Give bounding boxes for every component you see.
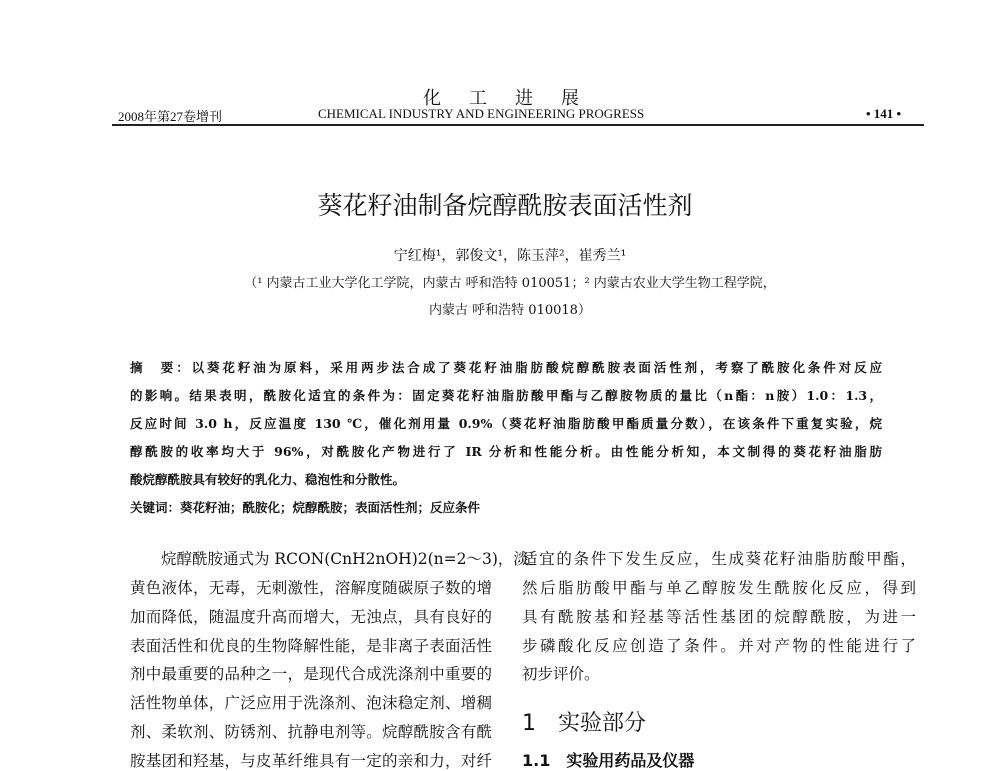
abstract-label: 摘 要： — [130, 360, 192, 375]
header-rule — [112, 124, 924, 126]
section-heading: 1 实验部分 — [522, 711, 646, 736]
paper-title: 葵花籽油制备烷醇酰胺表面活性剂 — [317, 191, 693, 220]
body-line: 烷醇酰胺通式为 RCON(CnH2nOH)2(n=2～3)，淡 — [130, 550, 529, 568]
abstract-line: 醇酰胺的收率均大于 96%，对酰胺化产物进行了 IR 分析和性能分析。由性能分析知，本文制得的葵花籽油脂肪 — [130, 444, 882, 459]
affiliation-line: （¹ 内蒙古工业大学化工学院，内蒙古 呼和浩特 010051；² 内蒙古农业大学生物工程学院， — [244, 276, 776, 291]
body-line: 步磷酸化反应创造了条件。并对产物的性能进行了 — [522, 637, 916, 655]
body-line: 活性物单体，广泛应用于洗涤剂、泡沫稳定剂、增稠 — [130, 694, 492, 712]
keywords-label: 关键词： — [130, 500, 181, 515]
keywords-text: 葵花籽油；酰胺化；烷醇酰胺；表面活性剂；反应条件 — [180, 500, 481, 515]
abstract-text: 以葵花籽油为原料，采用两步法合成了葵花籽油脂肪酸烷醇酰胺表面活性剂，考察了酰胺化条件对反应 — [191, 360, 882, 375]
page-number: • 141 • — [866, 106, 902, 121]
body-line: 初步评价。 — [522, 665, 600, 683]
journal-title-cn: 化工进展 — [423, 88, 607, 109]
body-line: 然后脂肪酸甲酯与单乙醇胺发生酰胺化反应，得到 — [522, 579, 916, 597]
body-line: 剂中最重要的品种之一，是现代合成洗涤剂中重要的 — [130, 665, 492, 683]
body-line: 加而降低，随温度升高而增大，无浊点，具有良好的 — [130, 608, 492, 626]
abstract-line: 反应时间 3.0 h，反应温度 130 ℃，催化剂用量 0.9%（葵花籽油脂肪酸甲酯质量分数），在该条件下重复实验，烷 — [130, 416, 882, 431]
issue-info: 2008年第27卷增刊 — [118, 109, 223, 124]
body-line: 表面活性和优良的生物降解性能，是非离子表面活性 — [130, 637, 492, 655]
subsection-heading: 1.1 实验用药品及仪器 — [522, 751, 695, 770]
abstract-line: 酸烷醇酰胺具有较好的乳化力、稳泡性和分散性。 — [130, 472, 406, 487]
body-line: 黄色液体，无毒，无刺激性，溶解度随碳原子数的增 — [130, 579, 492, 597]
abstract-line: 的影响。结果表明，酰胺化适宜的条件为：固定葵花籽油脂肪酸甲酯与乙醇胺物质的量比（n酯：n胺）1.0：1.3， — [130, 388, 882, 403]
body-line: 具有酰胺基和羟基等活性基团的烷醇酰胺，为进一 — [522, 608, 916, 626]
authors: 宁红梅¹，郭俊文¹，陈玉萍²，崔秀兰¹ — [393, 248, 627, 264]
body-line: 剂、柔软剂、防锈剂、抗静电剂等。烷醇酰胺含有酰 — [130, 723, 492, 741]
affiliation-line: 内蒙古 呼和浩特 010018） — [429, 303, 591, 318]
keywords — [130, 498, 480, 516]
body-line: 胺基团和羟基，与皮革纤维具有一定的亲和力，对纤 — [130, 752, 492, 770]
abstract-line — [130, 358, 882, 376]
body-line: 适宜的条件下发生反应，生成葵花籽油脂肪酸甲酯， — [522, 550, 916, 568]
journal-title-en: CHEMICAL INDUSTRY AND ENGINEERING PROGRESS — [318, 106, 645, 121]
